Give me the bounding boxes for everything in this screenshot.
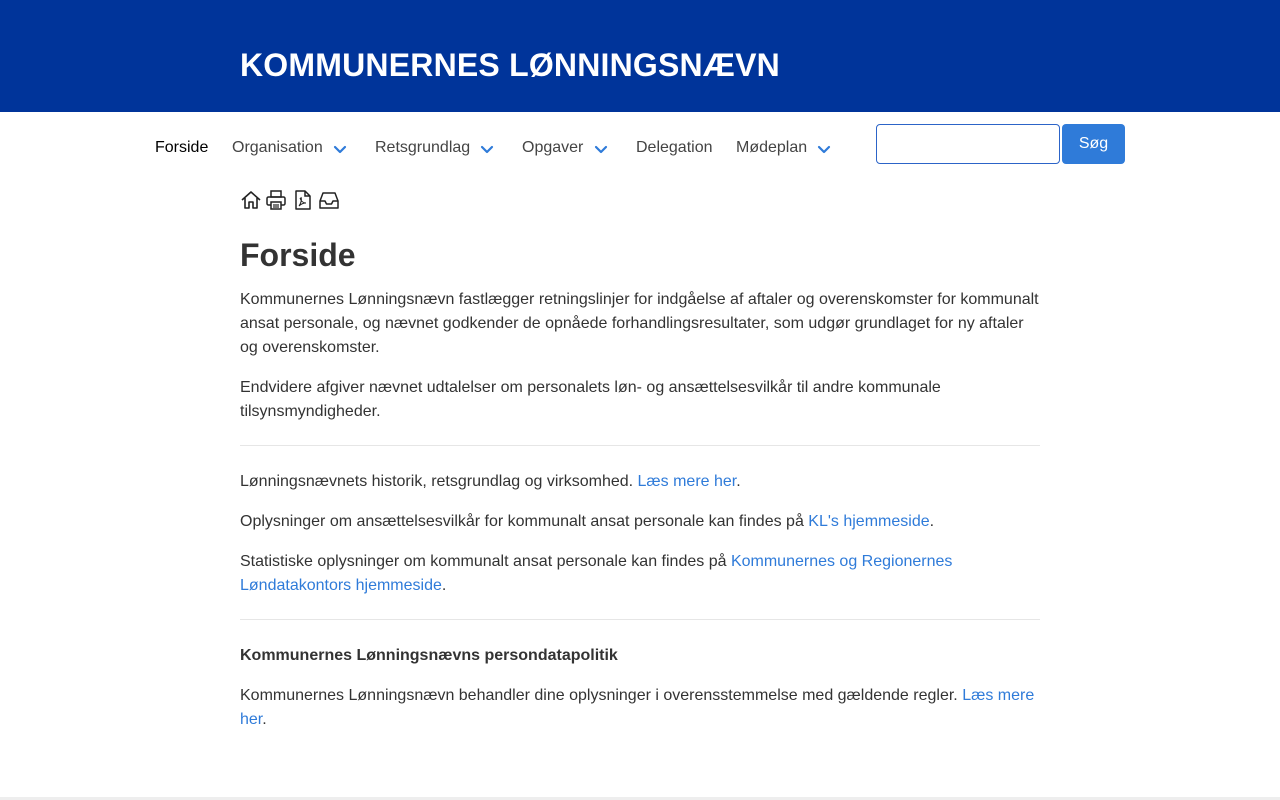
inbox-icon[interactable] [318,189,340,211]
krl-homepage-link[interactable]: Kommunernes og Regionernes Løndatakontors hjemmeside [240,553,953,594]
nav-item-retsgrundlag[interactable]: Retsgrundlag [375,139,471,156]
chevron-down-icon[interactable] [479,142,495,156]
chevron-down-icon[interactable] [816,142,832,156]
home-icon[interactable] [240,189,262,211]
nav-item-forside[interactable]: Forside [155,139,209,156]
stats-text: Statistiske oplysninger om kommunalt ansat personale kan findes på [240,553,731,570]
kl-text: Oplysninger om ansættelsesvilkår for kommunalt ansat personale kan findes på [240,513,809,530]
page-title: Forside [240,237,356,273]
chevron-down-icon[interactable] [332,142,348,156]
stats-paragraph [240,550,1040,598]
privacy-read-more-link[interactable]: Læs mere her [240,687,1035,728]
section-divider [240,445,1040,446]
nav-item-opgaver[interactable]: Opgaver [522,139,584,156]
kl-paragraph [240,510,1040,534]
section-divider [240,619,1040,620]
nav-item-modeplan[interactable]: Mødeplan [736,139,808,156]
period: . [736,473,741,490]
main-content [240,288,1040,748]
privacy-heading: Kommunernes Lønningsnævns persondatapolitik [240,647,618,664]
pdf-icon[interactable] [292,189,314,211]
history-text: Lønningsnævnets historik, retsgrundlag og virksomhed. [240,473,638,490]
chevron-down-icon[interactable] [593,142,609,156]
history-paragraph [240,470,1040,494]
search-input[interactable] [876,124,1060,164]
history-read-more-link[interactable]: Læs mere her [637,473,737,490]
site-header [0,0,1280,112]
privacy-text: Kommunernes Lønningsnævn behandler dine oplysninger i overensstemmelse med gældende regler. [240,687,963,704]
intro-paragraph-2: Endvidere afgiver nævnet udtalelser om personalets løn- og ansættelsesvilkår til andre kommunale tilsynsmyndigheder. [240,379,941,420]
search-button[interactable]: Søg [1062,124,1125,164]
kl-homepage-link[interactable]: KL's hjemmeside [808,513,930,530]
period: . [929,513,935,530]
site-title-link[interactable]: KOMMUNERNES LØNNINGSNÆVN [240,47,780,83]
privacy-paragraph [240,684,1040,732]
print-icon[interactable] [265,189,287,211]
nav-item-delegation[interactable]: Delegation [636,139,713,156]
intro-paragraph-1: Kommunernes Lønningsnævn fastlægger retningslinjer for indgåelse af aftaler og overenskomster for kommunalt ansat personale, og nævnet godkender de opnåede forhandlingsresultater, som udgør grundlaget for ny aftaler og overenskomster. [240,291,1039,356]
period: . [262,711,267,728]
period: . [441,577,447,594]
nav-item-organisation[interactable]: Organisation [232,139,323,156]
